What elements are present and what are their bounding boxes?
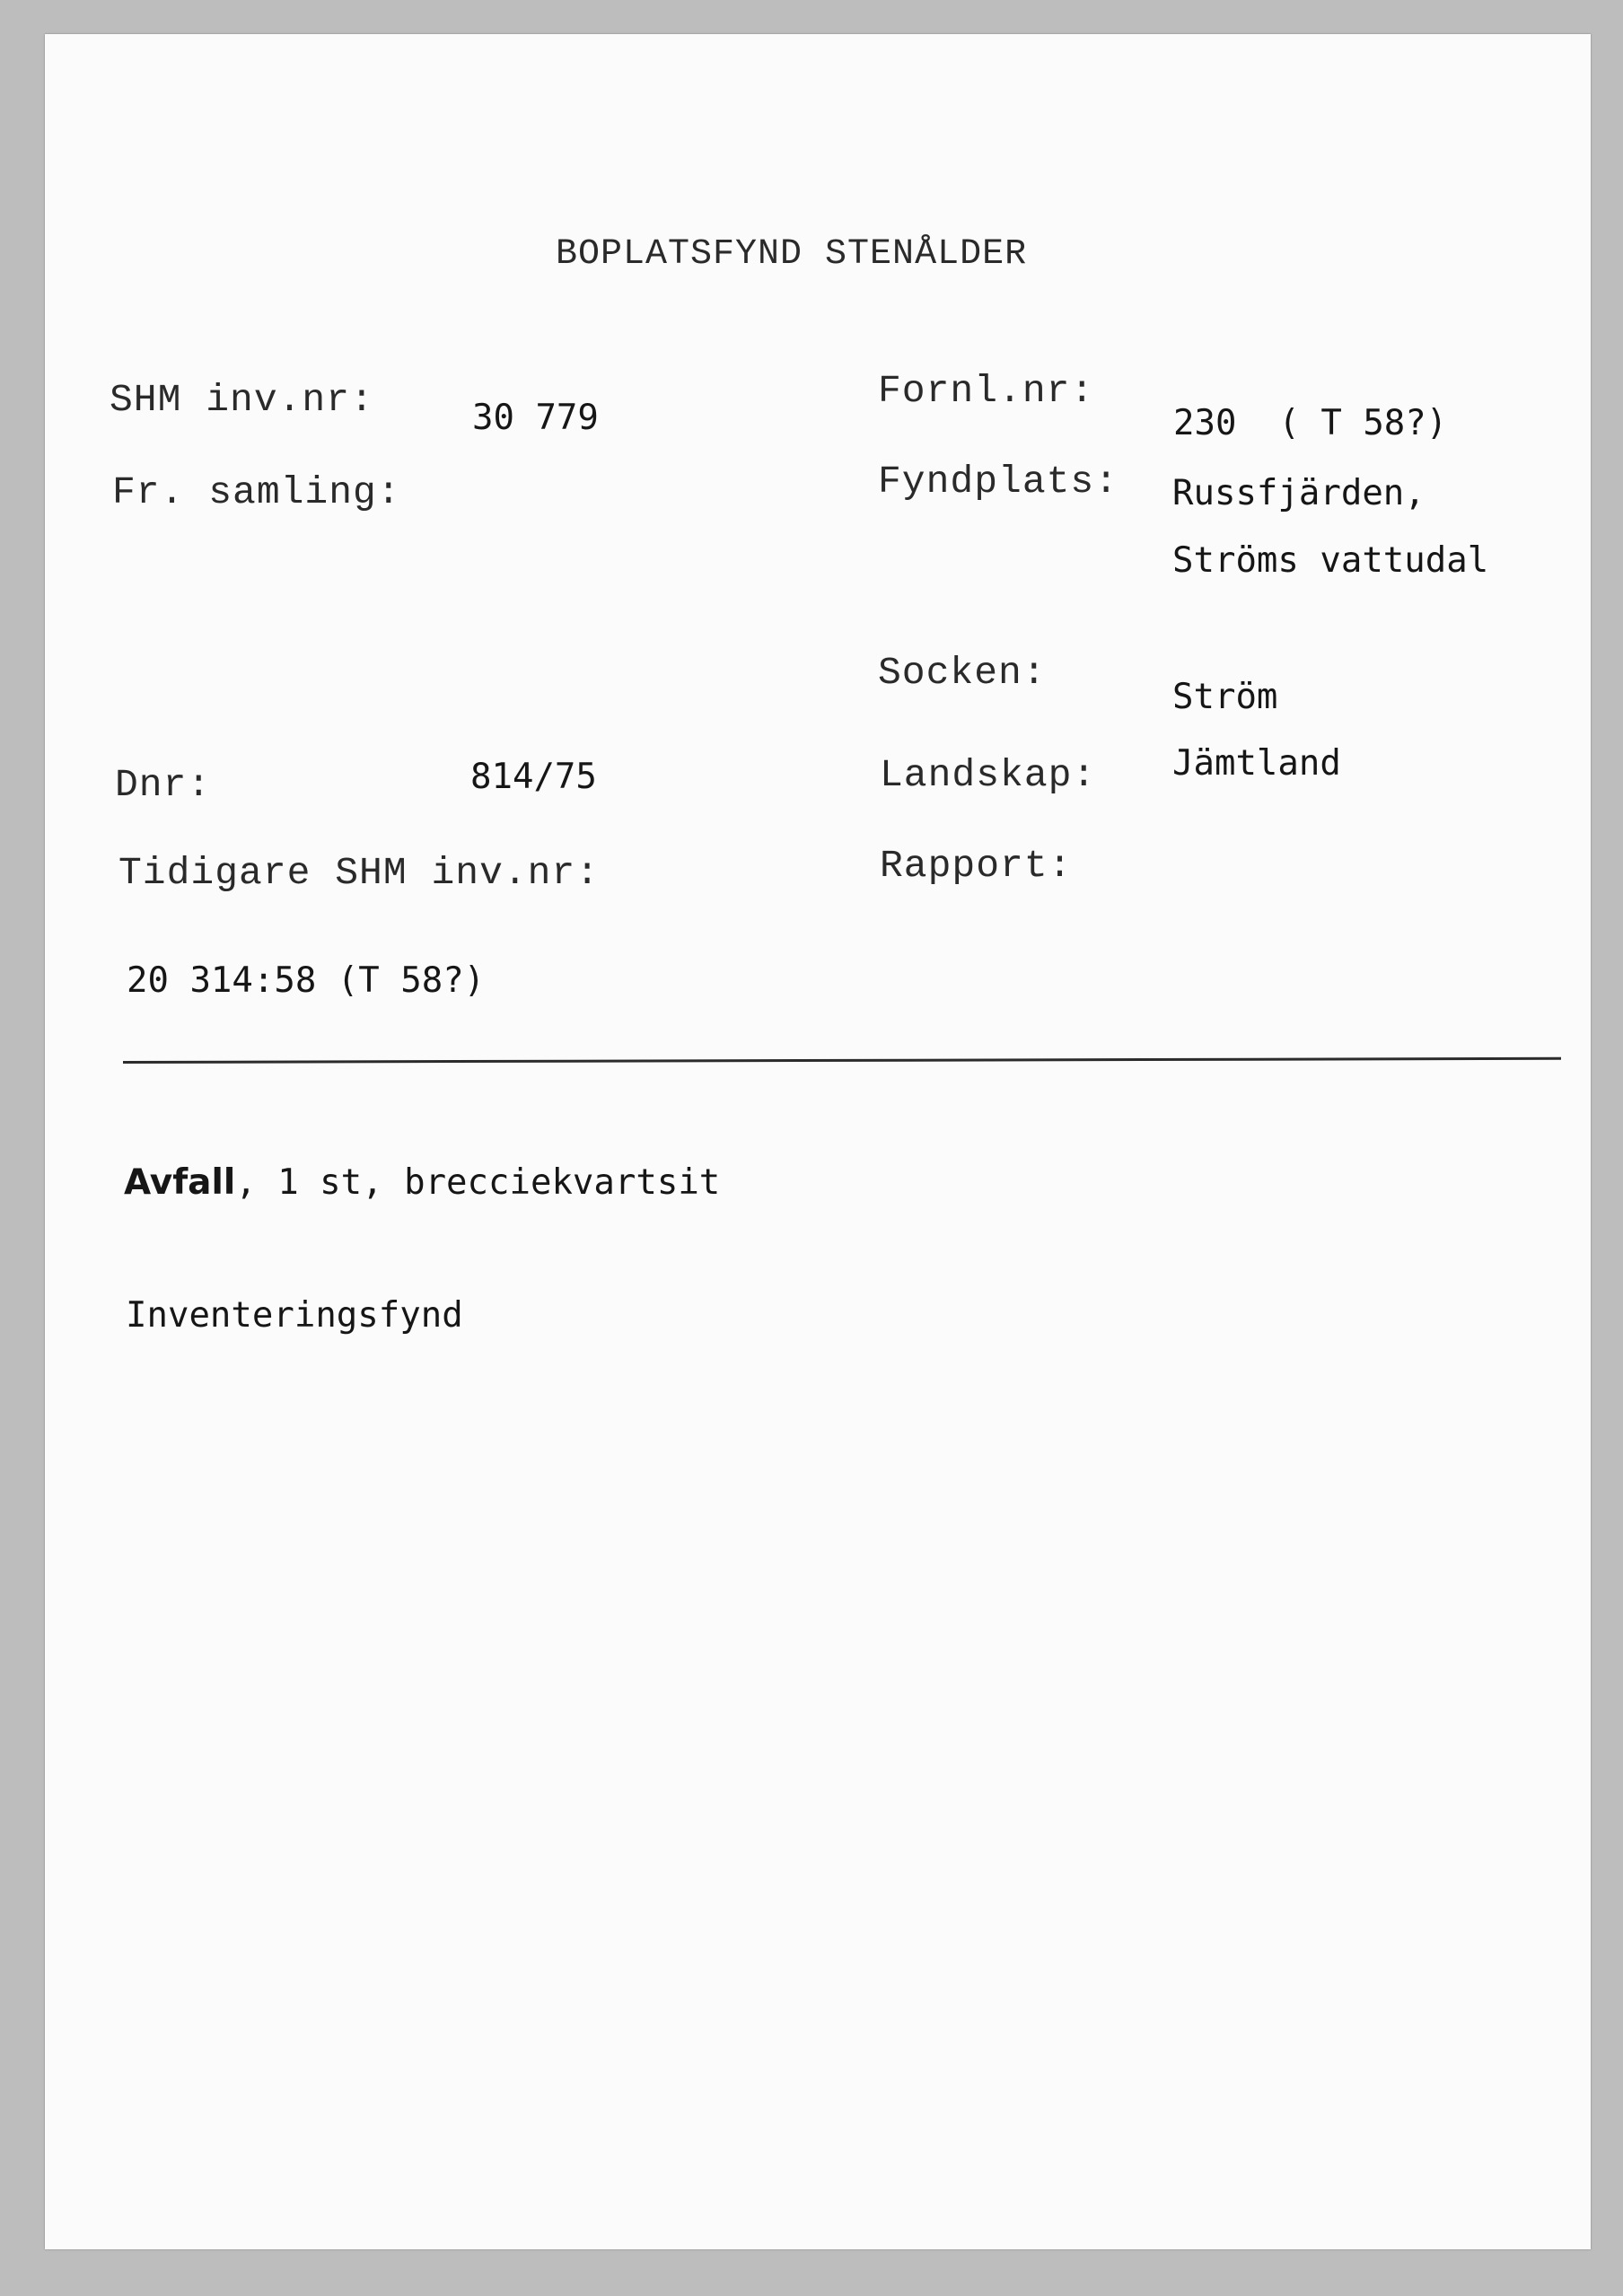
find-type: Avfall [124, 1162, 236, 1203]
fyndplats-label: Fyndplats: [878, 460, 1119, 504]
dnr-value: 814/75 [470, 757, 597, 797]
fr-samling-label: Fr. samling: [112, 470, 401, 514]
dnr-label: Dnr: [115, 763, 212, 807]
shm-inv-label: SHM inv.nr: [110, 378, 374, 422]
fornl-label: Fornl.nr: [878, 369, 1095, 413]
find-details: , 1 st, brecciekvartsit [235, 1162, 721, 1203]
find-note: Inventeringsfynd [126, 1295, 463, 1336]
fornl-value: 230 ( T 58?) [1173, 403, 1448, 443]
socken-value: Ström [1172, 677, 1278, 717]
find-description [124, 1162, 721, 1203]
tidigare-shm-inv-value: 20 314:58 (T 58?) [127, 960, 486, 1001]
fyndplats-line2: Ströms vattudal [1172, 540, 1489, 581]
socken-label: Socken: [878, 651, 1047, 695]
catalog-card [45, 34, 1591, 2249]
tidigare-shm-inv-label: Tidigare SHM inv.nr: [118, 851, 601, 895]
shm-inv-value: 30 779 [472, 398, 599, 438]
rapport-label: Rapport: [880, 844, 1073, 888]
landskap-value: Jämtland [1172, 743, 1341, 784]
landskap-label: Landskap: [880, 753, 1097, 797]
card-heading: BOPLATSFYND STENÅLDER [556, 234, 1028, 275]
fyndplats-line1: Russfjärden, [1172, 473, 1426, 513]
